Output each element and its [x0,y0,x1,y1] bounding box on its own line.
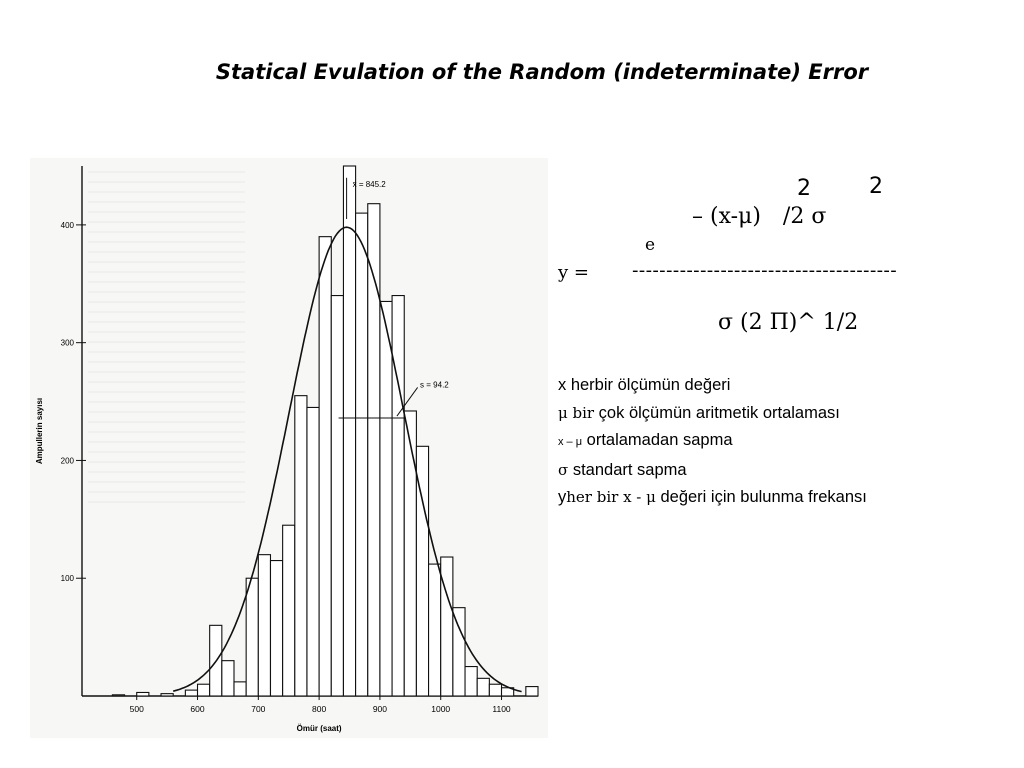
mean-annotation: x̄ = 845.2 [352,180,386,190]
y-tick-label: 400 [60,220,74,230]
histogram-bar [198,684,210,696]
histogram-bar [526,687,538,696]
histogram-bar [270,561,282,696]
histogram-bar [222,661,234,696]
slide-title: Statical Evulation of the Random (indeterminate) Error [215,60,869,84]
definitions-list [558,372,867,512]
histogram-bar [489,684,501,696]
histogram-bar [465,667,477,696]
definition-text: değeri için bulunma frekansı [655,488,867,506]
x-tick-label: 800 [312,704,327,714]
histogram-bar [453,608,465,696]
definition-symbol: x [558,376,567,394]
formula-exponent-mid: /2 σ [782,204,827,229]
definition-text: herbir ölçümün değeri [566,376,731,394]
histogram-bar [137,692,149,696]
histogram-bar [331,296,343,696]
definition-x [558,372,867,400]
formula-lhs: y = [558,262,589,283]
y-axis-label: Ampullerin sayısı [35,397,44,465]
x-tick-label: 700 [251,704,266,714]
histogram-bar [441,557,453,696]
histogram-bar [380,301,392,696]
definition-text: çok ölçümün aritmetik ortalaması [594,403,840,422]
histogram-bar [477,678,489,696]
definition-symbol: μ bir [558,403,595,422]
definition-symbol: y [558,488,567,506]
definition-text: standart sapma [568,460,687,479]
histogram-chart [30,158,548,738]
y-tick-label: 300 [60,338,74,348]
histogram-bar [185,690,197,696]
y-tick-label: 100 [60,574,74,584]
definition-sigma [558,457,867,485]
histogram-bar [343,166,355,696]
sd-annotation: s = 94.2 [420,380,449,390]
histogram-bar [112,695,124,696]
definition-text: ortalamadan sapma [582,431,733,449]
definition-symbol: x – μ [558,436,583,448]
x-axis-label: Ömür (saat) [296,724,342,733]
histogram-bar [258,555,270,696]
formula-base: e [645,235,656,255]
formula-fraction-line: --------------------------------------- [632,260,898,281]
definition-mu [558,400,867,428]
histogram-bar [404,411,416,696]
x-tick-label: 1000 [431,704,451,714]
x-tick-label: 900 [372,704,388,714]
formula-superscript-1: 2 [797,176,811,201]
histogram-scan [30,158,548,738]
x-tick-label: 600 [190,704,205,714]
y-tick-label: 200 [60,456,74,466]
formula-exponent [692,204,826,229]
x-tick-label: 1100 [492,704,511,714]
histogram-bar [429,564,441,696]
definition-deviation [558,427,867,457]
histogram-bar [283,525,295,696]
formula-exponent-head: – (x-μ) [692,204,761,229]
formula-denominator: σ (2 Π)^ 1/2 [718,310,859,335]
histogram-bar [246,578,258,696]
histogram-bar [392,296,404,696]
histogram-bar [356,213,368,696]
histogram-bar [161,694,173,696]
x-tick-label: 500 [129,704,144,714]
histogram-bar [307,407,319,696]
definition-symbol: σ [558,460,569,479]
definition-symbol-2: her bir x - μ [566,488,656,506]
histogram-bar [295,396,307,696]
formula-superscript-2: 2 [869,174,883,199]
histogram-bar [234,682,246,696]
histogram-bar [319,237,331,696]
definition-y [558,484,867,512]
